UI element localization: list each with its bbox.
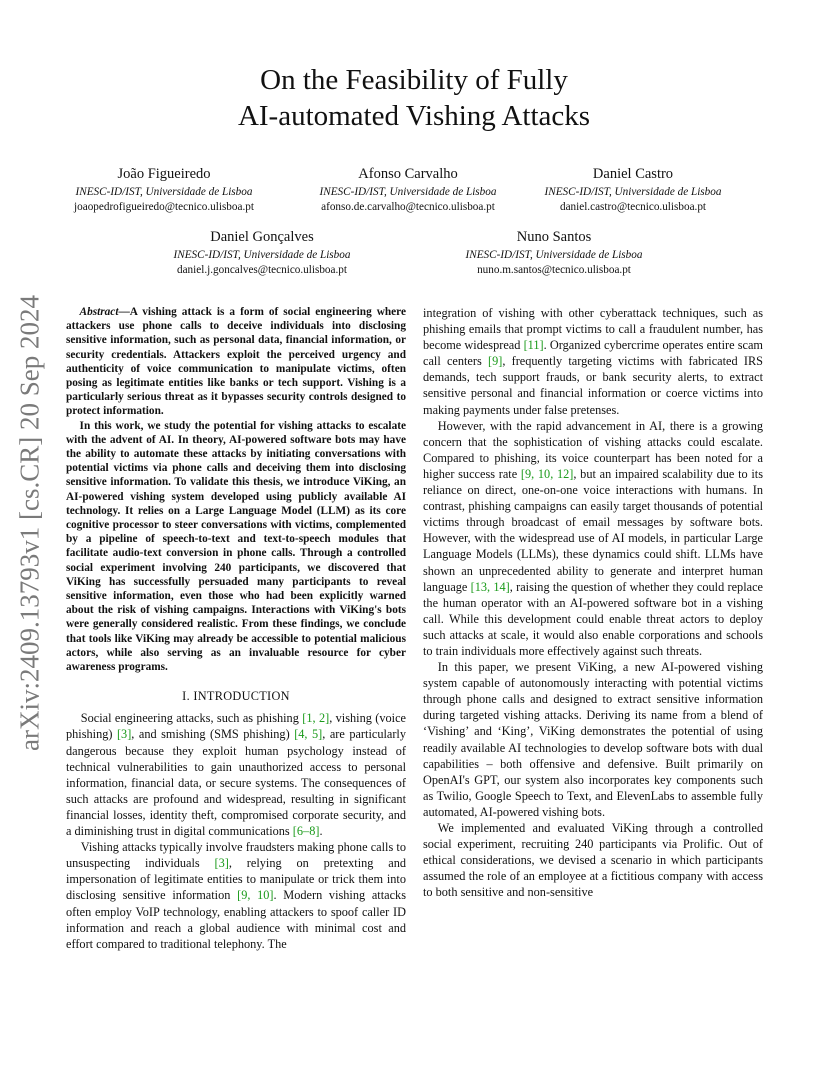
citation-link[interactable]: [4, 5] bbox=[294, 727, 323, 742]
paragraph-text: In this paper, we present ViKing, a new AI-powered vishing system capable of autonomously interacting with potential victims through phone calls and designed to extract sensitive information during targeted vishing attacks. Deriving its name from a blend of ‘Vishing’ and ‘King’, ViKing demonstrates the potential of using readily available AI technologies to develop software bots with dual capabilities – both offensive and defensive. Built primarily on OpenAI's GPT, our system also incorporates key components such as Twilio, Google Speech to Text, and ElevenLabs to assemble fully automated, AI-powered vishing bots. bbox=[423, 660, 763, 819]
author-block bbox=[429, 228, 679, 278]
paragraph-text: However, with the rapid advancement in AI, there is a growing concern that the sophistication of vishing attacks could escalate. Compared to phishing, its voice counterpart has been noted for a higher success rate bbox=[423, 418, 763, 481]
citation-link[interactable]: [9] bbox=[487, 354, 503, 369]
paper-title bbox=[0, 62, 828, 134]
paragraph-text: , raising the question of whether they could replace the human operator with an AI-powered software bot in a vishing call. While this development could enable threat actors to deploy such attacks at scale, it would also enable corporations and schools to train individuals more effectively against such threats. bbox=[423, 579, 763, 658]
paragraph-text: Social engineering attacks, such as phishing bbox=[80, 711, 303, 726]
abstract-label: Abstract bbox=[79, 306, 119, 318]
paragraph-text: . Organized cybercrime operates entire scam call centers bbox=[423, 338, 763, 369]
citation-link[interactable]: [1, 2] bbox=[302, 711, 330, 726]
paragraph-text: . bbox=[319, 824, 323, 839]
author-name: Daniel Gonçalves bbox=[210, 229, 314, 245]
paragraph-text: . Modern vishing attacks often employ VoIP technology, enabling attackers to spoof caller ID information and reach a global audience with minimal cost and effort compared to traditional telephony. The bbox=[66, 888, 406, 951]
right-body-text bbox=[423, 305, 763, 900]
author-block bbox=[39, 165, 289, 215]
author-block bbox=[508, 165, 758, 215]
paragraph-text: , but an impaired scalability due to its reliance on direct, one-on-one voice interactions with humans. In contrast, phishing campaigns can easily target thousands of potential victims through broadcast of email messages by software bots. However, with the widespread use of AI models, in particular Large Language Models (LLMs), these dynamics could shift. LLMs have shown an unprecedented ability to generate and interpret human language bbox=[423, 466, 763, 594]
paragraph-text: , frequently targeting victims with fabricated IRS demands, tech support frauds, or bank security alerts, to extract sensitive personal and financial information or coerce victims into making payments under false pretenses. bbox=[423, 354, 763, 417]
author-email[interactable]: daniel.j.goncalves@tecnico.ulisboa.pt bbox=[177, 264, 347, 276]
arxiv-watermark bbox=[12, 288, 48, 758]
author-affiliation: INESC-ID/IST, Universidade de Lisboa bbox=[319, 186, 497, 198]
paragraph-text: , relying on pretexting and impersonation of legitimate entities to manipulate or trick them into disclosing sensitive information bbox=[66, 856, 407, 903]
paragraph-text: We implemented and evaluated ViKing through a controlled social experiment, recruiting 240 participants via Prolific. Out of ethical considerations, we devised a scenario in which participants assumed the role of an employee at a fictitious company with access to both sensitive and non-sensitive bbox=[423, 821, 763, 900]
author-name: João Figueiredo bbox=[117, 166, 211, 182]
paragraph-text: integration of vishing with other cyberattack techniques, such as phishing emails that prompt victims to call a fraudulent number, has become widespread bbox=[423, 306, 763, 353]
body-paragraph bbox=[423, 820, 763, 900]
citation-link[interactable]: [11] bbox=[523, 338, 544, 353]
citation-link[interactable]: [9, 10, 12] bbox=[520, 466, 574, 481]
citation-link[interactable]: [6–8] bbox=[292, 824, 320, 839]
citation-link[interactable]: [3] bbox=[116, 727, 132, 742]
abstract-paragraph bbox=[66, 305, 406, 419]
author-name: Nuno Santos bbox=[516, 229, 592, 245]
author-name: Afonso Carvalho bbox=[358, 166, 458, 182]
paragraph-text: , and smishing (SMS phishing) bbox=[131, 727, 295, 742]
body-paragraph bbox=[423, 418, 763, 659]
abstract-text-1: —A vishing attack is a form of social engineering where attackers use phone calls to deceive individuals into disclosing sensitive information, such as personal data, financial information, or security credentials. Attackers exploit the perceived urgency and authenticity of voice communication to manipulate victims, often posing as legitimate entities like banks or tech support. Vishing is a particularly serious threat as it bypasses security controls designed to protect information. bbox=[66, 306, 406, 418]
body-paragraph bbox=[423, 659, 763, 820]
paragraph-text: Vishing attacks typically involve fraudsters making phone calls to unsuspecting individuals bbox=[66, 840, 406, 871]
abstract bbox=[66, 305, 406, 674]
citation-link[interactable]: [13, 14] bbox=[470, 579, 510, 594]
author-affiliation: INESC-ID/IST, Universidade de Lisboa bbox=[75, 186, 253, 198]
body-paragraph bbox=[66, 839, 406, 952]
author-email[interactable]: afonso.de.carvalho@tecnico.ulisboa.pt bbox=[321, 201, 495, 213]
citation-link[interactable]: [3] bbox=[214, 856, 229, 871]
author-block bbox=[137, 228, 387, 278]
author-affiliation: INESC-ID/IST, Universidade de Lisboa bbox=[544, 186, 722, 198]
author-email[interactable]: nuno.m.santos@tecnico.ulisboa.pt bbox=[477, 264, 631, 276]
abstract-paragraph bbox=[66, 419, 406, 675]
abstract-text-2: In this work, we study the potential for vishing attacks to escalate with the advent of AI. In theory, AI-powered software bots may have the ability to automate these attacks by initiating conversations with potential victims via phone calls and deceiving them into disclosing sensitive information. To validate this thesis, we introduce ViKing, an AI-powered vishing system developed using publicly available AI technology. It relies on a Large Language Model (LLM) as its core cognitive processor to steer conversations with victims, complemented by a pipeline of speech-to-text and text-to-speech modules that facilitate audio-text conversion in phone calls. Through a controlled social experiment involving 240 participants, we discovered that ViKing has successfully persuaded many participants to reveal sensitive information, even those who had been explicitly warned about the risk of vishing campaigns. Interactions with ViKing's bots were generally considered realistic. From these findings, we conclude that tools like ViKing may already be accessible to potential malicious actors, while also serving as an invaluable resource for cyber awareness programs. bbox=[66, 419, 406, 674]
paragraph-text: , are particularly dangerous because they exploit human psychology instead of technical vulnerabilities to gain unauthorized access to personal information, financial data, or secure systems. The consequences of such attacks are profound and widespread, resulting in significant financial losses, identity theft, compromised corporate security, and a diminishing trust in digital communications bbox=[66, 727, 406, 839]
paragraph-text: , vishing (voice phishing) bbox=[66, 711, 406, 742]
body-paragraph bbox=[423, 305, 763, 418]
left-column bbox=[66, 305, 406, 952]
body-paragraph bbox=[66, 710, 406, 839]
author-affiliation: INESC-ID/IST, Universidade de Lisboa bbox=[465, 249, 643, 261]
arxiv-id-label: arXiv:2409.13793v1 [cs.CR] 20 Sep 2024 bbox=[14, 295, 45, 751]
section-heading-introduction: I. INTRODUCTION bbox=[182, 689, 290, 704]
author-block bbox=[283, 165, 533, 215]
citation-link[interactable]: [9, 10] bbox=[237, 888, 274, 903]
author-email[interactable]: joaopedrofigueiredo@tecnico.ulisboa.pt bbox=[74, 201, 254, 213]
right-column bbox=[423, 305, 763, 900]
title-line-2: AI-automated Vishing Attacks bbox=[237, 100, 591, 132]
author-affiliation: INESC-ID/IST, Universidade de Lisboa bbox=[173, 249, 351, 261]
left-body-text bbox=[66, 710, 406, 951]
author-email[interactable]: daniel.castro@tecnico.ulisboa.pt bbox=[559, 201, 707, 213]
author-name: Daniel Castro bbox=[592, 166, 674, 182]
title-line-1: On the Feasibility of Fully bbox=[260, 64, 568, 96]
